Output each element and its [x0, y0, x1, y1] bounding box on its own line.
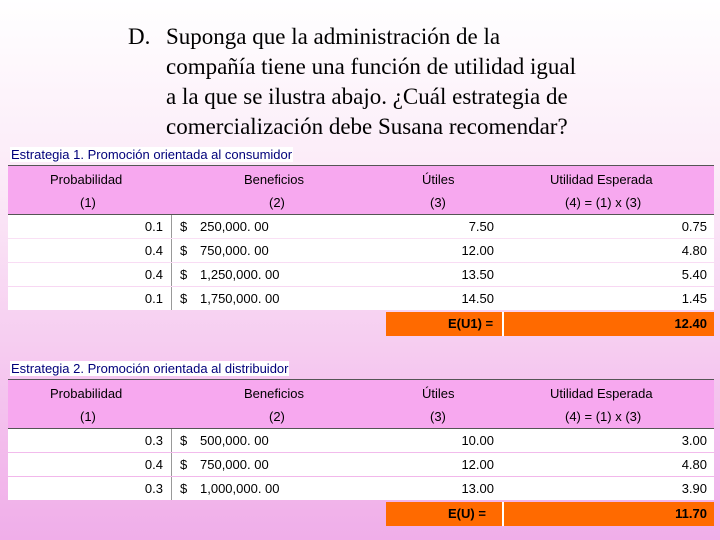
cell-expected: 4.80 — [681, 243, 707, 258]
header-col-4: (4) = (1) x (3) — [565, 195, 642, 210]
cell-dollar: $ — [180, 291, 188, 306]
table-header — [8, 379, 714, 429]
cell-probability: 0.1 — [144, 219, 163, 234]
table-body — [8, 429, 714, 501]
header-beneficios: Beneficios — [244, 172, 304, 187]
header-utilidad-esperada: Utilidad Esperada — [550, 386, 653, 401]
header-col-1: (1) — [80, 195, 96, 210]
cell-utility: 12.00 — [461, 457, 494, 472]
question-block — [128, 22, 598, 142]
result-value: 12.40 — [674, 316, 707, 331]
cell-expected: 3.90 — [681, 481, 707, 496]
header-col-2: (2) — [269, 195, 285, 210]
header-col-1: (1) — [80, 409, 96, 424]
header-col-2: (2) — [269, 409, 285, 424]
cell-divider — [171, 287, 172, 310]
cell-benefit: 500,000. 00 — [200, 433, 269, 448]
table-body — [8, 215, 714, 311]
cell-probability: 0.4 — [144, 457, 163, 472]
cell-dollar: $ — [180, 433, 188, 448]
cell-benefit: 1,750,000. 00 — [200, 291, 280, 306]
cell-expected: 3.00 — [681, 433, 707, 448]
table-row — [8, 453, 714, 476]
expected-utility-result — [386, 312, 714, 336]
cell-dollar: $ — [180, 219, 188, 234]
cell-expected: 1.45 — [681, 291, 707, 306]
header-utiles: Útiles — [422, 172, 455, 187]
cell-dollar: $ — [180, 457, 188, 472]
cell-divider — [171, 429, 172, 452]
cell-benefit: 1,250,000. 00 — [200, 267, 280, 282]
cell-probability: 0.3 — [144, 481, 163, 496]
cell-expected: 4.80 — [681, 457, 707, 472]
header-utilidad-esperada: Utilidad Esperada — [550, 172, 653, 187]
question-line: a la que se ilustra abajo. ¿Cuál estrategia de — [166, 84, 568, 109]
cell-probability: 0.1 — [144, 291, 163, 306]
cell-probability: 0.4 — [144, 243, 163, 258]
result-divider — [502, 312, 504, 336]
cell-utility: 10.00 — [461, 433, 494, 448]
table-row — [8, 263, 714, 286]
cell-benefit: 750,000. 00 — [200, 243, 269, 258]
strategy-2-label: Estrategia 2. Promoción orientada al distribuidor — [11, 361, 289, 376]
cell-expected: 5.40 — [681, 267, 707, 282]
cell-divider — [171, 215, 172, 238]
header-beneficios: Beneficios — [244, 386, 304, 401]
cell-probability: 0.3 — [144, 433, 163, 448]
cell-divider — [171, 477, 172, 500]
cell-divider — [171, 263, 172, 286]
result-divider — [502, 502, 504, 526]
table-row — [8, 215, 714, 238]
strategy-1-label: Estrategia 1. Promoción orientada al consumidor — [11, 147, 293, 162]
header-col-3: (3) — [430, 409, 446, 424]
header-col-3: (3) — [430, 195, 446, 210]
cell-benefit: 1,000,000. 00 — [200, 481, 280, 496]
header-utiles: Útiles — [422, 386, 455, 401]
table-row — [8, 287, 714, 310]
question-text — [166, 22, 598, 142]
cell-expected: 0.75 — [681, 219, 707, 234]
header-probabilidad: Probabilidad — [50, 172, 123, 187]
result-value: 11.70 — [675, 506, 707, 521]
result-label: E(U) = — [448, 506, 486, 521]
cell-divider — [171, 239, 172, 262]
expected-utility-result — [386, 502, 714, 526]
header-probabilidad: Probabilidad — [50, 386, 123, 401]
question-line: comercialización debe Susana recomendar? — [166, 114, 568, 139]
table-row — [8, 239, 714, 262]
table-row — [8, 477, 714, 500]
cell-divider — [171, 453, 172, 476]
cell-dollar: $ — [180, 267, 188, 282]
result-label: E(U1) = — [448, 316, 494, 331]
cell-dollar: $ — [180, 243, 188, 258]
header-col-4: (4) = (1) x (3) — [565, 409, 642, 424]
cell-utility: 13.50 — [461, 267, 494, 282]
question-line: Suponga que la administración de la — [166, 24, 501, 49]
cell-utility: 12.00 — [461, 243, 494, 258]
table-header — [8, 165, 714, 215]
question-letter: D. — [128, 24, 151, 49]
question-line: compañía tiene una función de utilidad igual — [166, 54, 577, 79]
cell-benefit: 250,000. 00 — [200, 219, 269, 234]
cell-utility: 14.50 — [461, 291, 494, 306]
cell-dollar: $ — [180, 481, 188, 496]
table-row — [8, 429, 714, 452]
cell-utility: 7.50 — [468, 219, 494, 234]
cell-benefit: 750,000. 00 — [200, 457, 269, 472]
cell-utility: 13.00 — [461, 481, 494, 496]
cell-probability: 0.4 — [144, 267, 163, 282]
